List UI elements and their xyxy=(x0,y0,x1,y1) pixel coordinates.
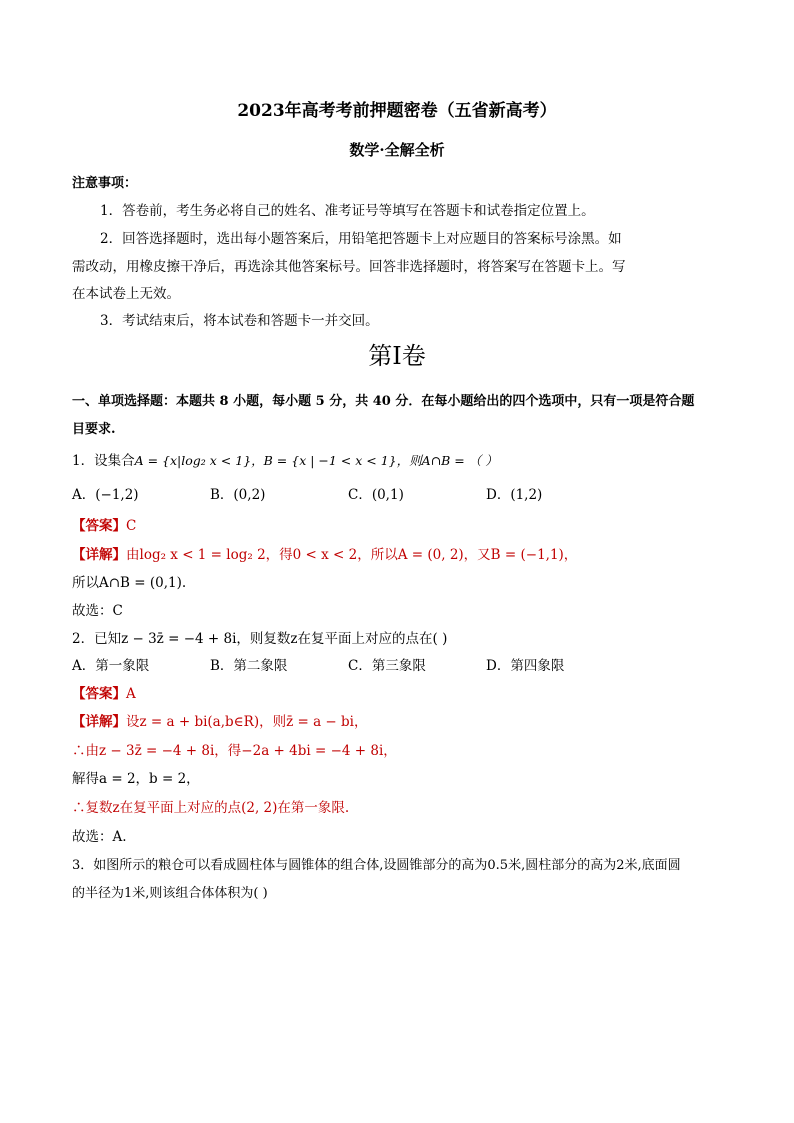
q1-conclusion: 故选：C xyxy=(72,603,123,619)
notice-item-3: 3．考试结束后，将本试卷和答题卡一并交回。 xyxy=(100,313,379,329)
q1-detail-line-1 xyxy=(72,545,577,565)
q2-detail-line-3: 解得a = 2，b = 2， xyxy=(72,771,200,787)
q3-stem-line-1: 3．如图所示的粮仓可以看成圆柱体与圆锥体的组合体,设圆锥部分的高为0.5米,圆柱部分的高为2米,底面圆 xyxy=(72,858,681,873)
page-title: 2023年高考考前押题密卷（五省新高考） xyxy=(237,101,557,121)
q2-detail-label: 【详解】 xyxy=(72,714,126,730)
q2-conclusion: 故选：A. xyxy=(72,829,127,845)
q2-detail-line-4: ∴复数z在复平面上对应的点(2, 2)在第一象限. xyxy=(72,800,350,816)
section-heading-line-1: 一、单项选择题：本题共 8 小题，每小题 5 分，共 40 分．在每小题给出的四个选项中，只有一项是符合题 xyxy=(72,394,695,409)
q1-option-b: B．(0,2) xyxy=(210,487,266,503)
q1-answer xyxy=(72,516,136,536)
q1-detail-label: 【详解】 xyxy=(72,547,126,563)
volume-title: 第Ⅰ卷 xyxy=(368,342,426,370)
q2-answer-label: 【答案】 xyxy=(72,686,126,702)
q2-stem: 2．已知z − 3z̄ = −4 + 8i，则复数z在复平面上对应的点在( ) xyxy=(72,631,448,647)
notice-item-1: 1．答卷前，考生务必将自己的姓名、准考证号等填写在答题卡和试卷指定位置上。 xyxy=(100,203,595,219)
q2-detail-line-1 xyxy=(72,712,368,732)
q2-option-c: C．第三象限 xyxy=(348,658,426,674)
q2-option-d: D．第四象限 xyxy=(486,658,565,674)
q1-option-d: D．(1,2) xyxy=(486,487,543,503)
q2-detail-line-2: ∴由z − 3z̄ = −4 + 8i，得−2a + 4bi = −4 + 8i， xyxy=(72,743,397,759)
q2-option-b: B．第二象限 xyxy=(210,658,288,674)
notice-heading: 注意事项： xyxy=(72,176,138,191)
q1-option-c: C．(0,1) xyxy=(348,487,404,503)
q1-stem xyxy=(72,451,498,471)
q1-answer-value: C xyxy=(126,518,137,534)
q2-detail-text-1: 设z = a + bi(a,b∈R)，则z̄ = a − bi， xyxy=(126,714,368,730)
q1-answer-label: 【答案】 xyxy=(72,518,126,534)
q2-answer-value: A xyxy=(126,686,136,702)
page-subtitle: 数学·全解全析 xyxy=(349,141,445,159)
notice-item-2-line-3: 在本试卷上无效。 xyxy=(72,286,180,302)
q2-option-a: A．第一象限 xyxy=(72,658,150,674)
q2-answer xyxy=(72,684,136,704)
q3-stem-line-2: 的半径为1米,则该组合体体积为( ) xyxy=(72,886,268,901)
notice-item-2-line-1: 2．回答选择题时，选出每小题答案后，用铅笔把答题卡上对应题目的答案标号涂黑。如 xyxy=(100,231,622,247)
section-heading-line-2: 目要求. xyxy=(72,422,116,437)
q1-stem-prefix: 1．设集合 xyxy=(72,453,135,469)
q1-option-a: A．(−1,2) xyxy=(72,487,139,503)
q2-options xyxy=(72,656,564,676)
q1-detail-text-1: 由log₂ x < 1 = log₂ 2，得0 < x < 2，所以A = (0, 2)，又B = (−1,1)， xyxy=(126,547,578,563)
q1-options xyxy=(72,485,542,505)
q1-stem-math: A = {x|log₂ x < 1}，B = {x | −1 < x < 1}，则A∩B = （ ） xyxy=(134,453,498,468)
notice-item-2-line-2: 需改动，用橡皮擦干净后，再选涂其他答案标号。回答非选择题时，将答案写在答题卡上。写 xyxy=(72,259,626,275)
q1-detail-line-2: 所以A∩B = (0,1). xyxy=(72,575,187,591)
